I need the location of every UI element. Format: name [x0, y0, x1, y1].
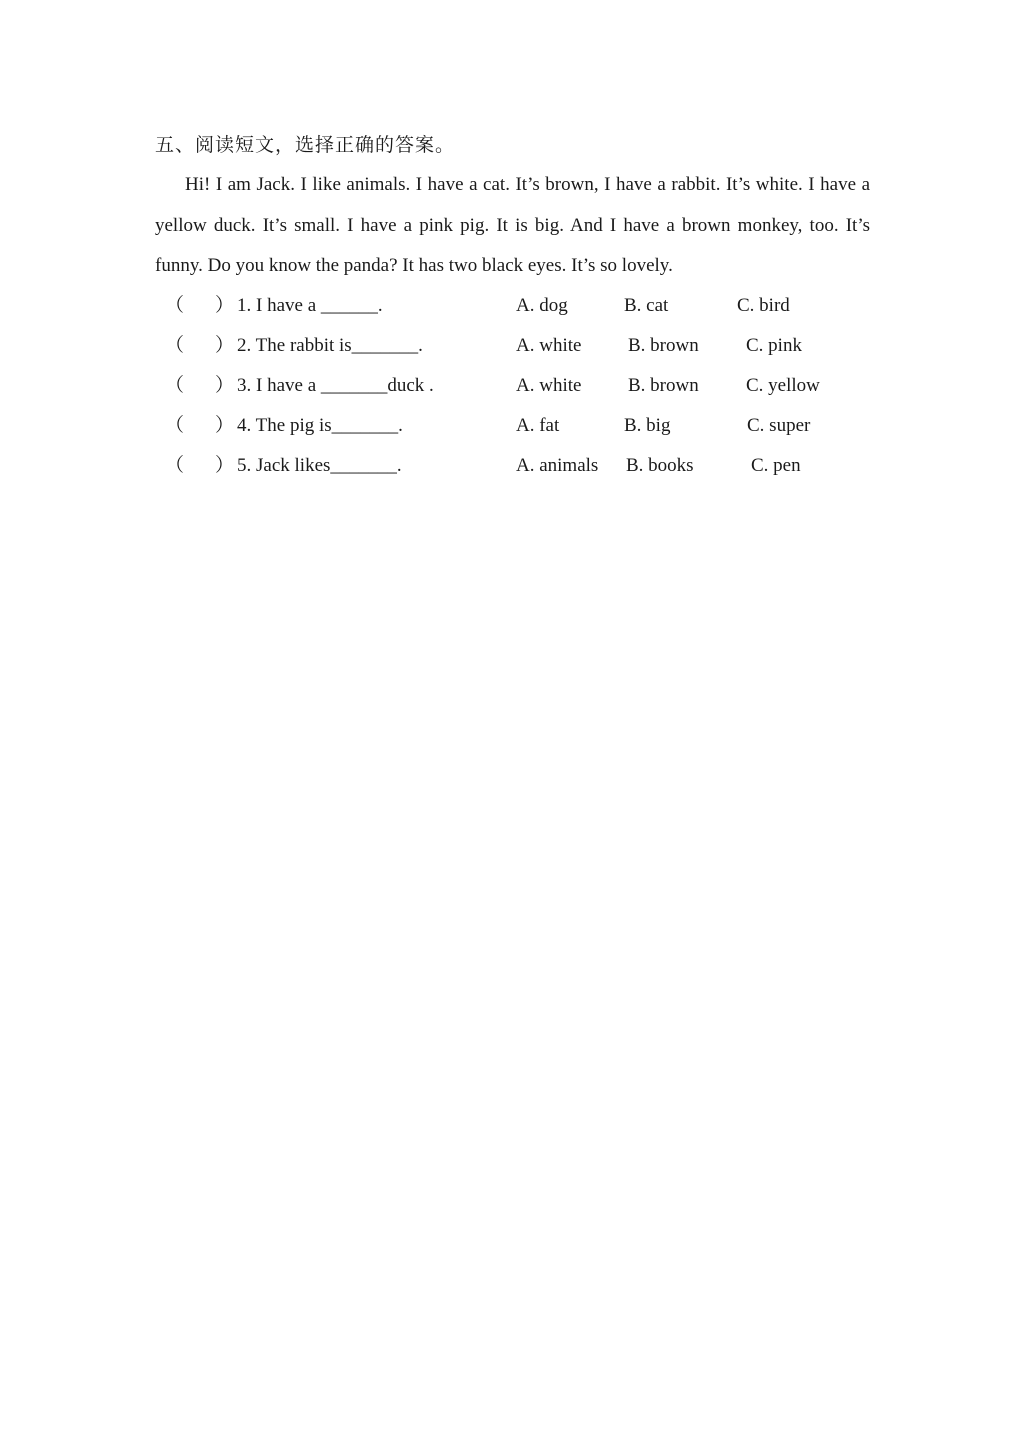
option-b: B. cat [624, 295, 669, 316]
option-a: A. dog [516, 295, 568, 316]
option-a: A. white [516, 335, 582, 356]
option-b: B. brown [628, 335, 699, 356]
question-row [155, 326, 870, 366]
option-b: B. big [624, 415, 671, 436]
option-c: C. pink [746, 335, 802, 356]
question-row [155, 446, 870, 486]
question-row [155, 366, 870, 406]
option-c: C. yellow [746, 375, 820, 396]
answer-paren-open: （ [165, 455, 185, 476]
option-c: C. super [747, 415, 811, 436]
answer-paren-open: （ [165, 375, 185, 396]
answer-paren-close: ） [215, 415, 235, 436]
question-row [155, 406, 870, 446]
option-c: C. pen [751, 455, 801, 476]
question-stem: 2. The rabbit is_______. [237, 335, 423, 356]
answer-paren-open: （ [165, 415, 185, 436]
reading-passage: Hi! I am Jack. I like animals. I have a cat. It’s brown, I have a rabbit. It’s white. I have a yellow duck. It’s small. I have a pink pig. It is big. And I have a brown monkey, too. It’s funny. Do you know the panda? It has two black eyes. It’s so lovely. [155, 174, 870, 276]
question-stem: 4. The pig is_______. [237, 415, 403, 436]
answer-paren-close: ） [215, 295, 235, 316]
option-a: A. white [516, 375, 582, 396]
answer-paren-close: ） [215, 375, 235, 396]
option-b: B. brown [628, 375, 699, 396]
answer-paren-open: （ [165, 335, 185, 356]
answer-paren-close: ） [215, 335, 235, 356]
question-stem: 5. Jack likes_______. [237, 455, 402, 476]
answer-paren-close: ） [215, 455, 235, 476]
option-c: C. bird [737, 295, 790, 316]
question-stem: 3. I have a _______duck . [237, 375, 434, 396]
option-b: B. books [626, 455, 694, 476]
option-a: A. animals [516, 455, 599, 476]
answer-paren-open: （ [165, 295, 185, 316]
question-stem: 1. I have a ______. [237, 295, 383, 316]
question-row [155, 286, 870, 326]
section-heading: 五、阅读短文，选择正确的答案。 [155, 134, 456, 156]
option-a: A. fat [516, 415, 560, 436]
